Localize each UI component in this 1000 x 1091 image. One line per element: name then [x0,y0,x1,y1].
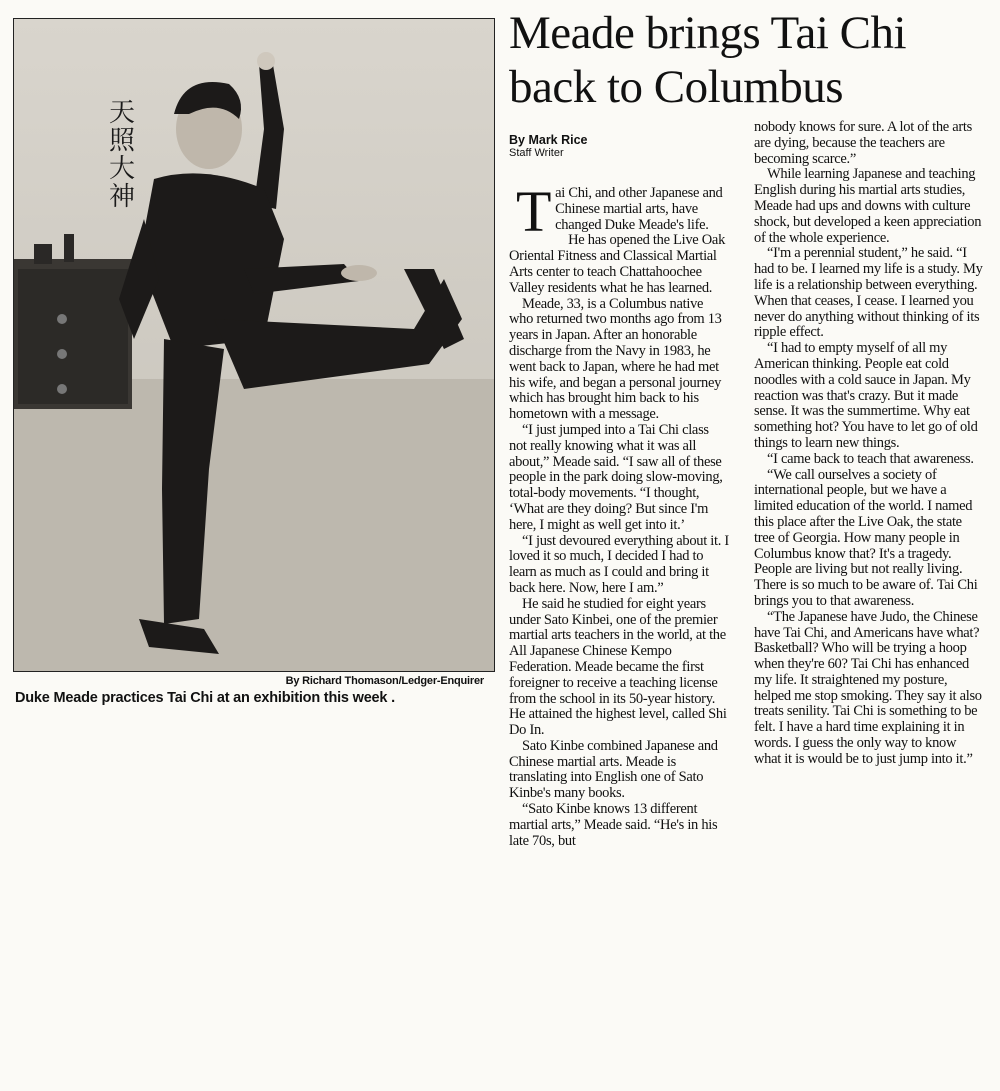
byline: By Mark Rice [509,133,588,147]
article-column-1 [509,133,729,849]
paragraph: “We call ourselves a society of international people, but we have a limited education of the world. I named this place after the Live Oak, the state tree of Georgia. How many people in Columbus know that? It's a tragedy. People are living but not really living. There is so much to be aware of. Tai Chi brings you to that awareness. [754,466,978,609]
paragraph: nobody knows for sure. A lot of the arts are dying, because the teachers are becoming scarce.” [754,119,972,167]
paragraph: “I'm a perennial student,” he said. “I had to be. I learned my life is a study. My life is a relationship between everything. When that ceases, I cease. I learned you never do anything without thinking of its ripple effect. [754,245,983,341]
paragraph: He said he studied for eight years under Sato Kinbei, one of the premier martial arts teachers in the world, at the All Japanese Chinese Kempo Federation. Meade became the first foreigner to receive a teaching license from the school in its 50-year history. He attained the highest level, called Shi Do In. [509,595,727,739]
paragraph: Meade, 33, is a Columbus native who returned two months ago from 13 years in Japan. After an honorable discharge from the Navy in 1983, he went back to Japan, where he had met his wife, and began a personal journey which has brought him back to his hometown with a message. [509,295,722,423]
photo-caption: Duke Meade practices Tai Chi at an exhibition this week . [15,690,395,706]
paragraph: He has opened the Live Oak Oriental Fitness and Classical Martial Arts center to teach Chattahoochee Valley residents what he has learned. [509,232,726,296]
paragraph: “I came back to teach that awareness. [767,450,974,467]
paragraph: “I had to empty myself of all my American thinking. People eat cold noodles with a cold sauce in Japan. My reaction was that's crazy. But it made sense. It was the summertime. Why eat something hot? You have to let go of old things to learn new things. [754,340,978,451]
photo-credit: By Richard Thomason/Ledger-Enquirer [285,675,484,687]
paragraph: Tai Chi, and other Japanese and Chinese martial arts, have changed Duke Meade's life. [516,179,723,244]
drop-cap: T [516,179,552,244]
article-photo [13,18,495,672]
article-column-2 [754,120,984,768]
kanji-char: 照 [109,126,136,156]
byline-title: Staff Writer [509,147,564,159]
kanji-char: 神 [109,182,136,212]
paragraph: “I just devoured everything about it. I loved it so much, I decided I had to learn as much as I could and bring it back here. Now, here I am.” [509,532,729,596]
paragraph: “Sato Kinbe knows 13 different martial arts,” Meade said. “He's in his late 70s, but [509,801,718,849]
paragraph: Sato Kinbe combined Japanese and Chinese martial arts. Meade is translating into English one of Sato Kinbe's many books. [509,737,718,802]
kanji-char: 大 [109,154,136,184]
kanji-char: 天 [109,98,136,128]
headline: Meade brings Tai Chi back to Columbus [509,7,907,113]
paragraph: “The Japanese have Judo, the Chinese have Tai Chi, and Americans have what? Basketball? Who will be trying a hoop when they're 60? Tai Chi has enhanced my life. It straightened my posture, helped me stop smoking. They say it also treats senility. Tai Chi is something to be felt. I have a hard time explaining it in words. I guess the only way to know what it is would be to just jump into it.” [754,608,982,767]
paragraph: While learning Japanese and teaching English during his martial arts studies, Meade had ups and downs with culture shock, but developed a keen appreciation of the whole experience. [754,166,982,246]
paragraph: “I just jumped into a Tai Chi class not really knowing what it was all about,” Meade said. “I saw all of these people in the park doing slow-moving, total-body movements. “I thought, ‘What are they doing? But since I'm here, I might as well get into it.’ [509,421,723,533]
tai-chi-photo-illustration [14,19,494,671]
